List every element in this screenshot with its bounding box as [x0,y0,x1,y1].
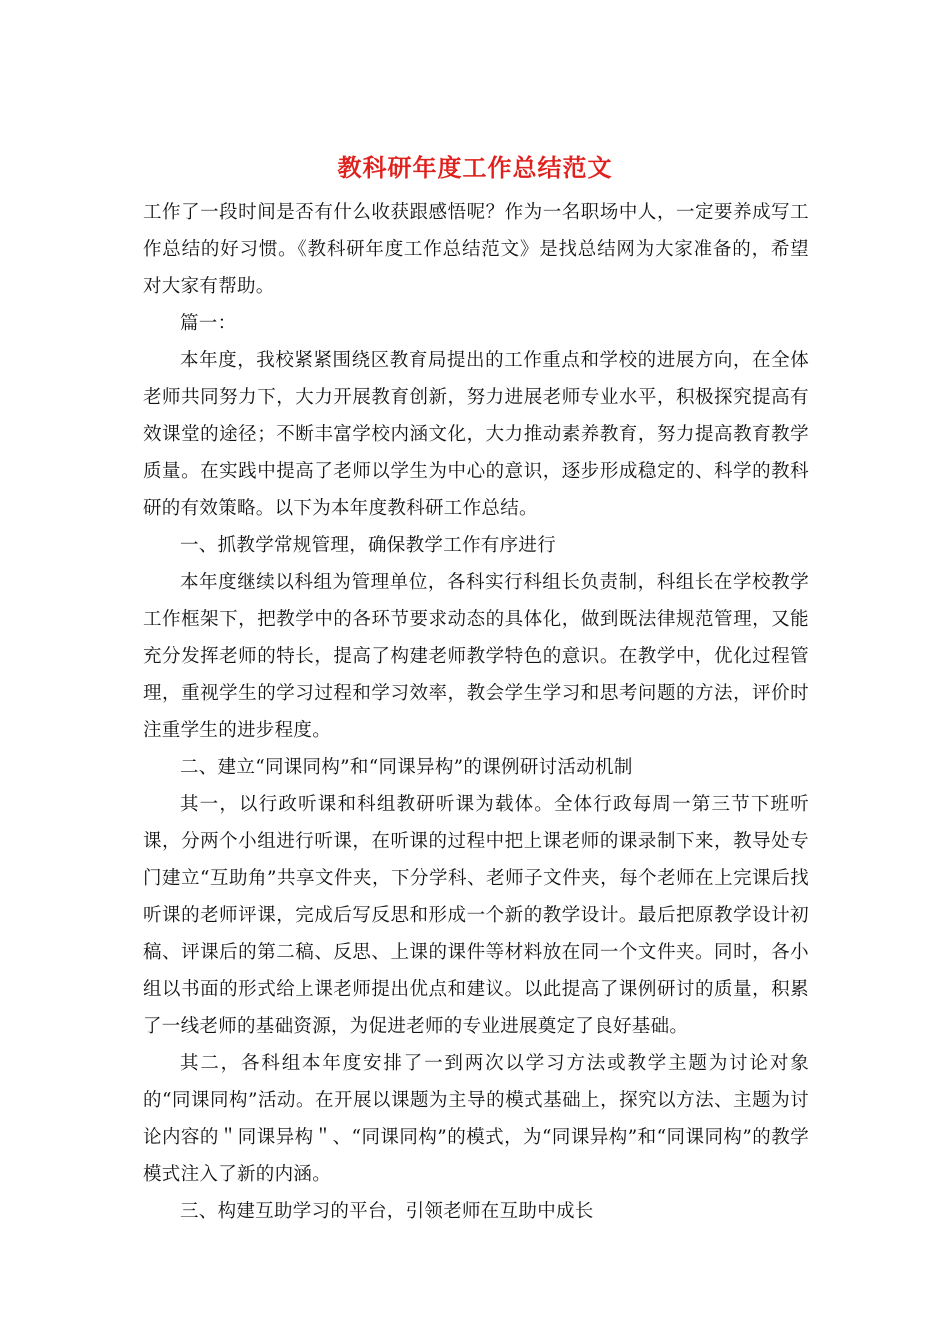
section-heading: 二、建立“同课同构”和“同课异构”的课例研讨活动机制 [180,757,633,778]
body-paragraph: 其二，各科组本年度安排了一到两次以学习方法或教学主题为讨论对象的“同课同构”活动。在开展以课题为主导的模式基础上，探究以方法、主题为讨论内容的＂同课异构＂、“同课同构”的模式，为“同课异构”和“同课同构”的教学模式注入了新的内涵。 [143,1053,809,1185]
section-heading: 一、抓教学常规管理，确保教学工作有序进行 [180,535,557,556]
body-paragraph: 本年度，我校紧紧围绕区教育局提出的工作重点和学校的进展方向，在全体老师共同努力下，大力开展教育创新，努力进展老师专业水平，积极探究提高有效课堂的途径；不断丰富学校内涵文化，大力推动素养教育，努力提高教育教学质量。在实践中提高了老师以学生为中心的意识，逐步形成稳定的、科学的教科研的有效策略。以下为本年度教科研工作总结。 [143,350,809,519]
intro-paragraph: 工作了一段时间是否有什么收获跟感悟呢？作为一名职场中人，一定要养成写工作总结的好习惯。《教科研年度工作总结范文》是找总结网为大家准备的，希望对大家有帮助。 [143,202,809,297]
document-title: 教科研年度工作总结范文 [337,153,613,182]
body-paragraph: 本年度继续以科组为管理单位，各科实行科组长负责制，科组长在学校教学工作框架下，把教学中的各环节要求动态的具体化，做到既法律规范管理，又能充分发挥老师的特长，提高了构建老师教学特色的意识。在教学中，优化过程管理，重视学生的学习过程和学习效率，教会学生学习和思考问题的方法，评价时注重学生的进步程度。 [143,572,809,741]
section-heading: 三、构建互助学习的平台，引领老师在互助中成长 [180,1201,594,1222]
document-body [143,194,809,1230]
section-label: 篇一： [180,313,237,334]
body-paragraph: 其一，以行政听课和科组教研听课为载体。全体行政每周一第三节下班听课，分两个小组进行听课，在听课的过程中把上课老师的课录制下来，教导处专门建立“互助角”共享文件夹，下分学科、老师子文件夹，每个老师在上完课后找听课的老师评课，完成后写反思和形成一个新的教学设计。最后把原教学设计初稿、评课后的第二稿、反思、上课的课件等材料放在同一个文件夹。同时，各小组以书面的形式给上课老师提出优点和建议。以此提高了课例研讨的质量，积累了一线老师的基础资源，为促进老师的专业进展奠定了良好基础。 [143,794,809,1037]
